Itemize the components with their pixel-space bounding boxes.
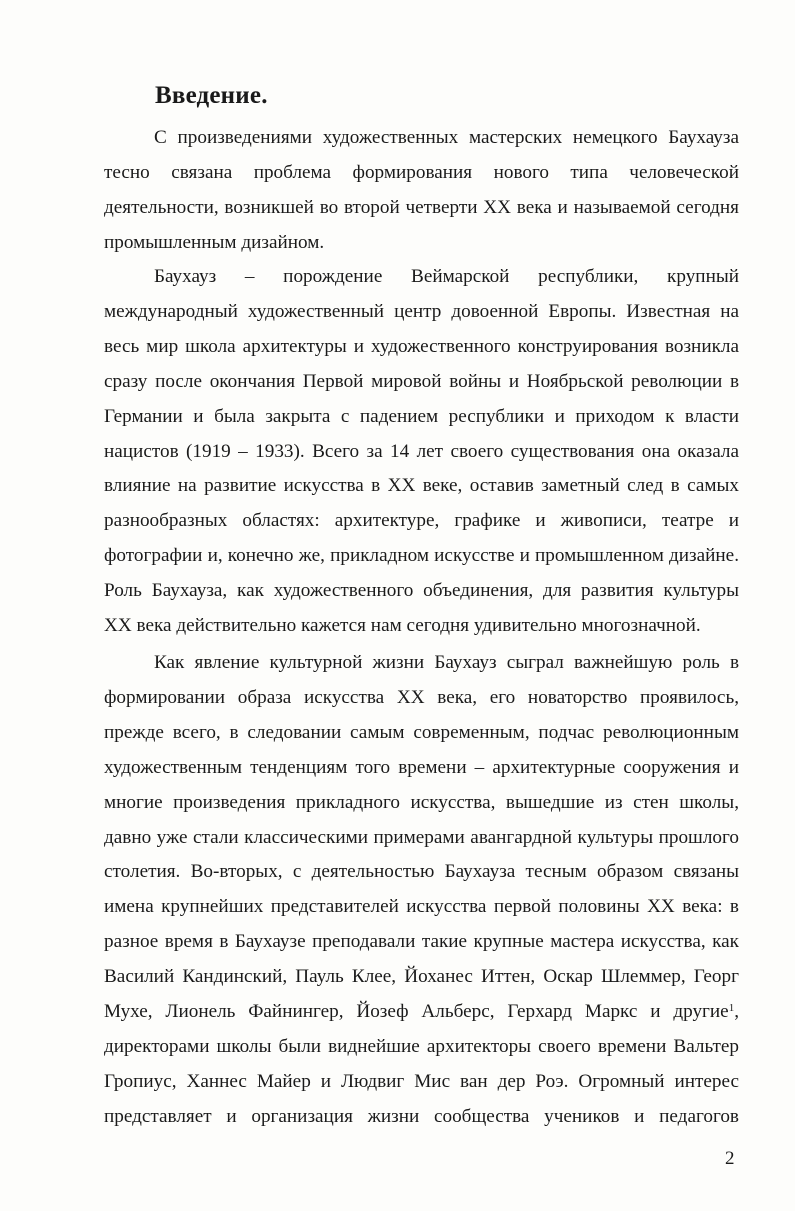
paragraph-line: Баухауз – порождение Веймарской республики, крупный <box>154 266 739 287</box>
paragraph-line: представляет и организация жизни сообщества учеников и педагогов <box>104 1105 739 1127</box>
paragraph-line: прежде всего, в следовании самым современным, подчас революционным <box>104 721 739 743</box>
paragraph-line: XX века действительно кажется нам сегодня удивительно многозначной. <box>104 615 701 637</box>
paragraph-line: разное время в Баухаузе преподавали такие крупные мастера искусства, как <box>104 931 739 953</box>
paragraph-3 <box>104 646 739 1135</box>
paragraph-line: Как явление культурной жизни Баухауз сыграл важнейшую роль в <box>154 652 739 673</box>
paragraph-line: тесно связана проблема формирования нового типа человеческой <box>104 161 739 183</box>
paragraph-line: деятельности, возникшей во второй четверти XX века и называемой сегодня <box>104 196 739 218</box>
paragraph-1 <box>104 121 739 261</box>
paragraph-line: формировании образа искусства XX века, его новаторство проявилось, <box>104 686 739 708</box>
paragraph-line: влияние на развитие искусства в XX веке, оставив заметный след в самых <box>104 475 739 497</box>
paragraph-line: международный художественный центр довоенной Европы. Известная на <box>104 300 739 322</box>
paragraph-line: фотографии и, конечно же, прикладном искусстве и промышленном дизайне. <box>104 545 739 567</box>
footnote-marker[interactable]: 1 <box>728 1002 735 1015</box>
footnote-trail: , <box>734 1001 739 1023</box>
section-heading: Введение. <box>155 82 268 109</box>
paragraph-line: сразу после окончания Первой мировой войны и Ноябрьской революции в <box>104 370 739 392</box>
paragraph-line: художественным тенденциям того времени – архитектурные сооружения и <box>104 756 739 778</box>
paragraph-line: имена крупнейших представителей искусства первой половины XX века: в <box>104 896 739 918</box>
paragraph-line: весь мир школа архитектуры и художественного конструирования возникла <box>104 335 739 357</box>
paragraph-2 <box>104 260 739 644</box>
paragraph-line: разнообразных областях: архитектуре, графике и живописи, театре и <box>104 510 739 532</box>
paragraph-line: С произведениями художественных мастерских немецкого Баухауза <box>154 127 739 148</box>
paragraph-line-with-footnote <box>104 995 739 1030</box>
paragraph-line: Роль Баухауза, как художественного объединения, для развития культуры <box>104 580 739 602</box>
paragraph-line: промышленным дизайном. <box>104 231 325 253</box>
paragraph-line: Василий Кандинский, Пауль Клее, Йоханес Иттен, Оскар Шлеммер, Георг <box>104 966 739 988</box>
page-number: 2 <box>725 1148 735 1169</box>
paragraph-line: директорами школы были виднейшие архитекторы своего времени Вальтер <box>104 1035 739 1057</box>
paragraph-line: столетия. Во-вторых, с деятельностью Баухауза тесным образом связаны <box>104 861 739 883</box>
paragraph-line: Германии и была закрыта с падением республики и приходом к власти <box>104 405 739 427</box>
paragraph-line: Гропиус, Ханнес Майер и Людвиг Мис ван дер Роэ. Огромный интерес <box>104 1070 739 1092</box>
paragraph-line-text: Мухе, Лионель Файнингер, Йозеф Альберс, Герхард Маркс и другие <box>104 1001 729 1023</box>
paragraph-line: многие произведения прикладного искусства, вышедшие из стен школы, <box>104 791 739 813</box>
paragraph-line: нацистов (1919 – 1933). Всего за 14 лет своего существования она оказала <box>104 440 739 462</box>
paragraph-line: давно уже стали классическими примерами авангардной культуры прошлого <box>104 826 739 848</box>
